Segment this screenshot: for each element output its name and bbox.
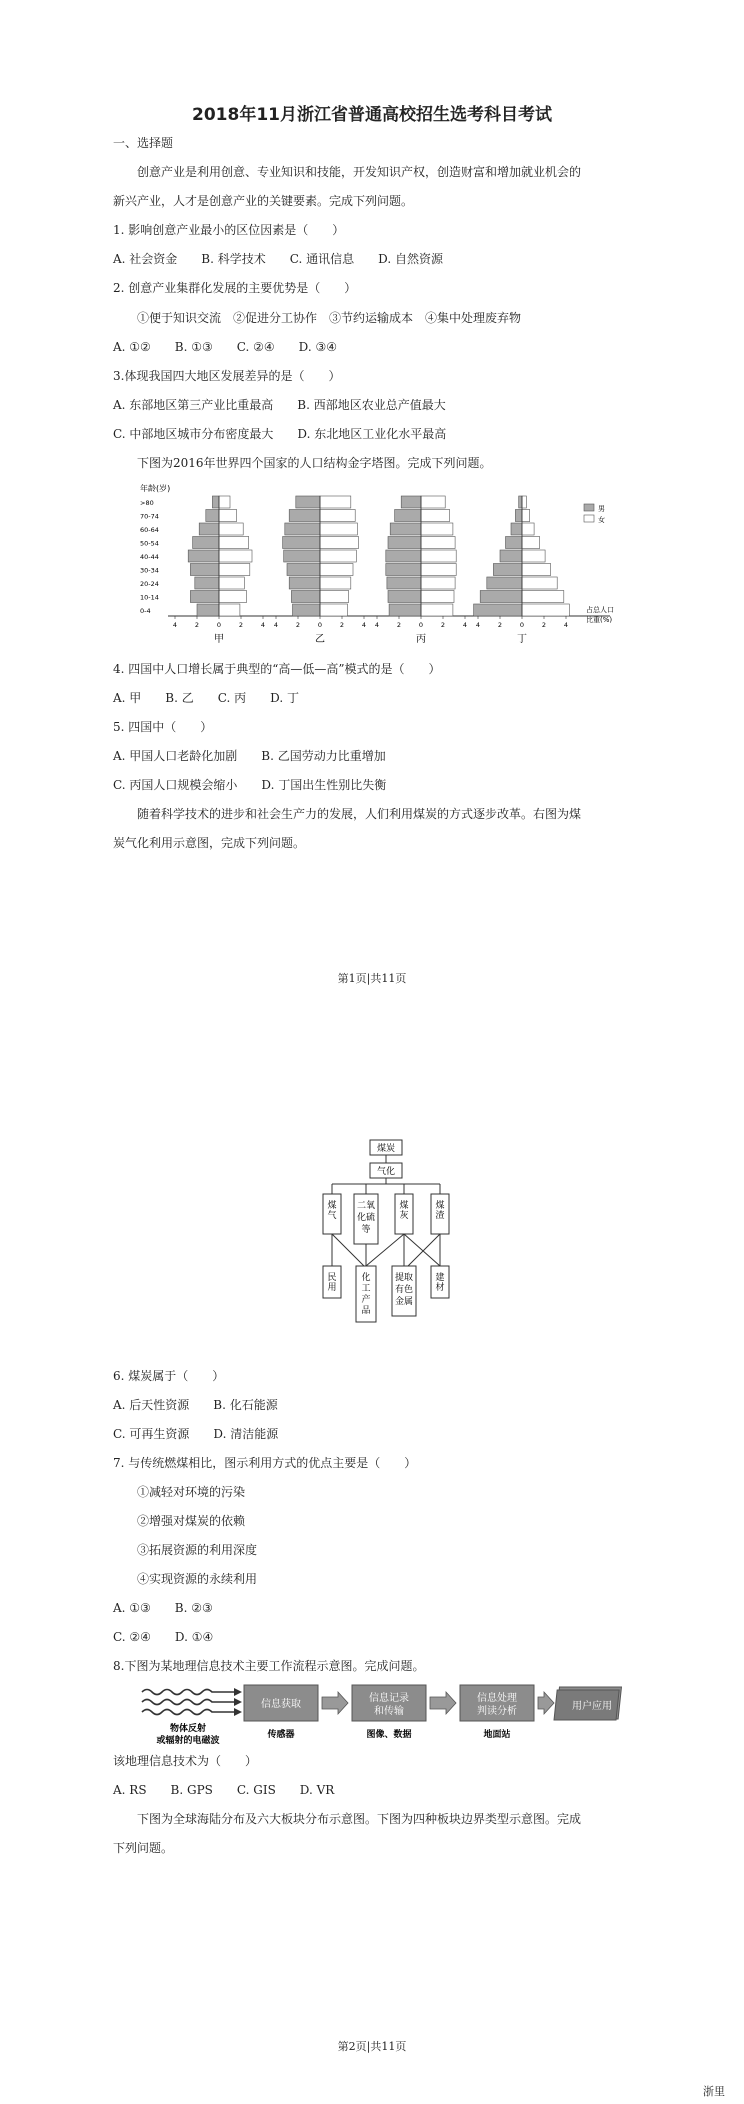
q2-stem: 2. 创意产业集群化发展的主要优势是（ ）: [113, 281, 357, 295]
q5-stem: 5. 四国中（ ）: [113, 720, 213, 734]
bar-female: [320, 604, 348, 616]
q5-options-cd: C. 丙国人口规模会缩小 D. 丁国出生性别比失衡: [113, 778, 387, 792]
label-coal-gas: [327, 1199, 336, 1221]
bar-male: [389, 604, 421, 616]
tick-label: 2: [295, 621, 301, 629]
tick-label: 4: [172, 621, 178, 629]
bar-male: [386, 564, 421, 576]
intro-paragraph-4a: 下图为全球海陆分布及六大板块分布示意图。下图为四种板块边界类型示意图。完成: [137, 1812, 582, 1826]
age-label: 20-24: [140, 580, 159, 588]
q7-item-1: ①减轻对环境的污染: [137, 1485, 246, 1499]
label-coal-ash: [399, 1199, 408, 1221]
pyramid-yi: [283, 496, 359, 616]
q3-options-cd: C. 中部地区城市分布密度最大 D. 东北地区工业化水平最高: [113, 427, 447, 441]
intro-paragraph-2: 下图为2016年世界四个国家的人口结构金字塔图。完成下列问题。: [137, 456, 492, 470]
svg-text:民: 民: [327, 1273, 337, 1283]
tick-label: 4: [563, 621, 569, 629]
bar-male: [289, 577, 320, 589]
bar-male: [212, 496, 219, 508]
geoinfo-workflow-diagram: [140, 1682, 630, 1747]
pyramid-jia: [188, 496, 252, 616]
legend-female-swatch: [584, 515, 594, 522]
tick-label: 2: [497, 621, 503, 629]
bar-male: [206, 510, 219, 522]
svg-text:煤: 煤: [435, 1201, 445, 1211]
age-label: >80: [140, 499, 154, 507]
tick-label: 2: [440, 621, 446, 629]
bar-female: [522, 537, 540, 549]
bar-male: [289, 510, 320, 522]
bar-male: [395, 510, 421, 522]
bar-male: [401, 496, 421, 508]
bar-female: [421, 564, 456, 576]
bar-male: [188, 550, 219, 562]
svg-text:灰: 灰: [399, 1211, 409, 1221]
pyramid-bing: [386, 496, 456, 616]
bar-male: [390, 523, 421, 535]
bar-male: [511, 523, 522, 535]
q4-options: A. 甲 B. 乙 C. 丙 D. 丁: [113, 691, 299, 705]
q3-stem: 3.体现我国四大地区发展差异的是（ ）: [113, 369, 341, 383]
svg-text:判读分析: 判读分析: [477, 1706, 517, 1717]
q8-options: A. RS B. GPS C. GIS D. VR: [113, 1783, 335, 1797]
tick-label: 2: [541, 621, 547, 629]
svg-text:产: 产: [361, 1295, 371, 1305]
svg-text:二氧: 二氧: [356, 1201, 376, 1211]
legend-male-swatch: [584, 504, 594, 511]
label-nonferrous-metal: [395, 1271, 413, 1307]
label-building-material: [435, 1271, 444, 1293]
tick-label: 4: [273, 621, 279, 629]
bar-male: [291, 591, 320, 603]
bar-female: [421, 537, 455, 549]
bar-female: [320, 496, 351, 508]
svg-text:化硫: 化硫: [356, 1213, 376, 1223]
bar-female: [320, 577, 351, 589]
tick-label: 2: [339, 621, 345, 629]
coal-gasification-diagram: [320, 1138, 455, 1326]
svg-text:等: 等: [361, 1225, 371, 1235]
svg-text:化: 化: [361, 1273, 371, 1283]
bar-male: [388, 591, 421, 603]
intro-paragraph-1b: 新兴产业，人才是创意产业的关键要素。完成下列问题。: [113, 194, 414, 208]
svg-text:和传输: 和传输: [374, 1706, 404, 1717]
bar-female: [421, 591, 454, 603]
bar-male: [195, 577, 219, 589]
intro-paragraph-3a: 随着科学技术的进步和社会生产力的发展，人们利用煤炭的方式逐步改革。右图为煤: [137, 807, 582, 821]
intro-paragraph-1a: 创意产业是利用创意、专业知识和技能，开发知识产权，创造财富和增加就业机会的: [137, 165, 582, 179]
country-label-ding: 丁: [517, 634, 527, 645]
tick-label: 0: [418, 621, 424, 629]
q1-stem: 1. 影响创意产业最小的区位因素是（ ）: [113, 223, 345, 237]
q1-options: A. 社会资金 B. 科学技术 C. 通讯信息 D. 自然资源: [113, 252, 443, 266]
q7-options-ab: A. ①③ B. ②③: [113, 1601, 213, 1615]
bar-female: [421, 496, 445, 508]
bar-female: [421, 510, 450, 522]
svg-text:有色: 有色: [394, 1285, 414, 1295]
tick-label: 2: [194, 621, 200, 629]
bar-female: [219, 537, 249, 549]
intro-paragraph-4b: 下列问题。: [113, 1841, 174, 1855]
caption-sensor: 传感器: [267, 1730, 295, 1740]
label-chemical-products: [361, 1271, 370, 1316]
q8-stem: 8.下图为某地理信息技术主要工作流程示意图。完成问题。: [113, 1659, 425, 1673]
country-label-bing: 丙: [416, 634, 426, 645]
q2-options: A. ①② B. ①③ C. ②④ D. ③④: [113, 340, 338, 354]
legend-female-label: 女: [598, 516, 605, 524]
bar-female: [522, 577, 557, 589]
label-slag: [435, 1199, 444, 1221]
bar-female: [219, 496, 230, 508]
section-heading: 一、选择题: [113, 136, 174, 150]
age-label: 60-64: [140, 526, 159, 534]
svg-text:煤: 煤: [399, 1201, 409, 1211]
bar-male: [193, 537, 219, 549]
bar-female: [219, 591, 247, 603]
bar-male: [480, 591, 522, 603]
q6-options-ab: A. 后天性资源 B. 化石能源: [113, 1398, 278, 1412]
svg-text:信息处理: 信息处理: [477, 1693, 517, 1704]
q6-stem: 6. 煤炭属于（ ）: [113, 1369, 225, 1383]
intro-paragraph-3b: 炭气化利用示意图，完成下列问题。: [113, 836, 306, 850]
bar-male: [283, 537, 320, 549]
bar-female: [522, 550, 545, 562]
bar-female: [320, 537, 359, 549]
label-em-wave-source: [156, 1722, 219, 1746]
caption-ground-station: 地面站: [483, 1730, 511, 1740]
bar-male: [493, 564, 522, 576]
country-label-yi: 乙: [315, 634, 325, 645]
label-so2: [357, 1199, 375, 1235]
svg-text:工: 工: [361, 1284, 371, 1294]
label-user-application: 用户应用: [572, 1701, 612, 1712]
exam-title: 2018年11月浙江省普通高校招生选考科目考试: [192, 105, 552, 125]
bar-female: [522, 523, 534, 535]
age-label: 10-14: [140, 593, 159, 602]
bar-male: [296, 496, 320, 508]
bar-female: [522, 604, 569, 616]
svg-text:渣: 渣: [435, 1211, 445, 1221]
bar-male: [284, 550, 320, 562]
country-label-jia: 甲: [214, 634, 224, 645]
age-axis-title: 年龄(岁): [140, 484, 171, 493]
tick-label: 4: [374, 621, 380, 629]
tick-label: 0: [317, 621, 323, 629]
tick-label: 4: [361, 621, 367, 629]
bar-female: [522, 496, 526, 508]
age-label: 40-44: [140, 553, 159, 561]
bar-male: [387, 577, 421, 589]
bar-female: [421, 604, 453, 616]
bar-female: [522, 564, 551, 576]
label-coal: 煤炭: [376, 1144, 396, 1154]
bar-female: [421, 577, 455, 589]
tick-label: 2: [396, 621, 402, 629]
bar-male: [293, 604, 321, 616]
svg-text:材: 材: [435, 1283, 445, 1293]
corner-watermark: 浙里: [703, 2085, 725, 2098]
axis-note-2: 比重(%): [586, 616, 613, 624]
bar-female: [522, 510, 530, 522]
bar-female: [421, 550, 456, 562]
wave-arrows: [142, 1690, 234, 1715]
q7-item-2: ②增强对煤炭的依赖: [137, 1514, 246, 1528]
age-label: 0-4: [140, 607, 151, 615]
bar-male: [388, 537, 421, 549]
tick-label: 0: [519, 621, 525, 629]
tick-label: 4: [475, 621, 481, 629]
age-label: 70-74: [140, 512, 159, 521]
population-pyramid-figure: [140, 482, 630, 647]
bar-male: [190, 564, 219, 576]
page-footer-1: 第1页|共11页: [337, 972, 407, 985]
svg-text:用: 用: [327, 1283, 337, 1293]
bar-female: [219, 510, 237, 522]
age-label: 30-34: [140, 566, 159, 575]
age-label: 50-54: [140, 539, 159, 548]
q5-options-ab: A. 甲国人口老龄化加剧 B. 乙国劳动力比重增加: [113, 749, 386, 763]
bar-male: [515, 510, 522, 522]
q7-stem: 7. 与传统燃煤相比，图示利用方式的优点主要是（ ）: [113, 1456, 417, 1470]
label-info-acquisition: 信息获取: [261, 1699, 301, 1710]
q3-options-ab: A. 东部地区第三产业比重最高 B. 西部地区农业总产值最大: [113, 398, 446, 412]
svg-text:建: 建: [435, 1273, 445, 1283]
svg-text:物体反射: 物体反射: [169, 1724, 207, 1734]
tick-label: 4: [462, 621, 468, 629]
bar-female: [421, 523, 453, 535]
bar-male: [506, 537, 523, 549]
bar-female: [320, 591, 349, 603]
svg-text:信息记录: 信息记录: [369, 1693, 409, 1704]
bar-female: [320, 564, 353, 576]
q7-options-cd: C. ②④ D. ①④: [113, 1630, 214, 1644]
q8-question: 该地理信息技术为（ ）: [113, 1754, 258, 1768]
page-footer-2: 第2页|共11页: [337, 2040, 407, 2053]
q4-stem: 4. 四国中人口增长属于典型的“高—低—高”模式的是（ ）: [113, 662, 441, 676]
bar-female: [219, 564, 250, 576]
label-gasification: 气化: [376, 1167, 396, 1177]
bar-female: [320, 523, 357, 535]
bar-female: [219, 604, 240, 616]
bar-female: [320, 510, 355, 522]
bar-male: [287, 564, 320, 576]
svg-text:品: 品: [361, 1306, 371, 1316]
bar-male: [197, 604, 219, 616]
tick-label: 4: [260, 621, 266, 629]
svg-text:提取: 提取: [394, 1273, 414, 1283]
bar-male: [190, 591, 219, 603]
bar-male: [519, 496, 522, 508]
bar-female: [219, 550, 252, 562]
svg-text:或辐射的电磁波: 或辐射的电磁波: [156, 1736, 220, 1746]
svg-text:金属: 金属: [394, 1297, 414, 1307]
tick-label: 0: [216, 621, 222, 629]
q7-item-4: ④实现资源的永续利用: [137, 1572, 258, 1586]
bar-female: [522, 591, 564, 603]
bar-female: [219, 577, 244, 589]
q2-items: ①便于知识交流 ②促进分工协作 ③节约运输成本 ④集中处理废弃物: [137, 311, 522, 325]
caption-image-data: 图像、数据: [366, 1730, 412, 1740]
bar-male: [500, 550, 522, 562]
bar-male: [199, 523, 219, 535]
axis-note-1: 占总人口: [586, 606, 614, 614]
bar-male: [386, 550, 421, 562]
svg-text:煤: 煤: [327, 1201, 337, 1211]
bar-male: [474, 604, 522, 616]
legend-male-label: 男: [598, 505, 605, 513]
bar-female: [219, 523, 243, 535]
bar-female: [320, 550, 356, 562]
label-civil-use: [327, 1272, 336, 1293]
bar-male: [285, 523, 320, 535]
tick-label: 2: [238, 621, 244, 629]
pyramid-ding: [474, 496, 570, 616]
svg-text:气: 气: [327, 1211, 337, 1221]
q7-item-3: ③拓展资源的利用深度: [137, 1543, 258, 1557]
q6-options-cd: C. 可再生资源 D. 清洁能源: [113, 1427, 279, 1441]
bar-male: [487, 577, 522, 589]
